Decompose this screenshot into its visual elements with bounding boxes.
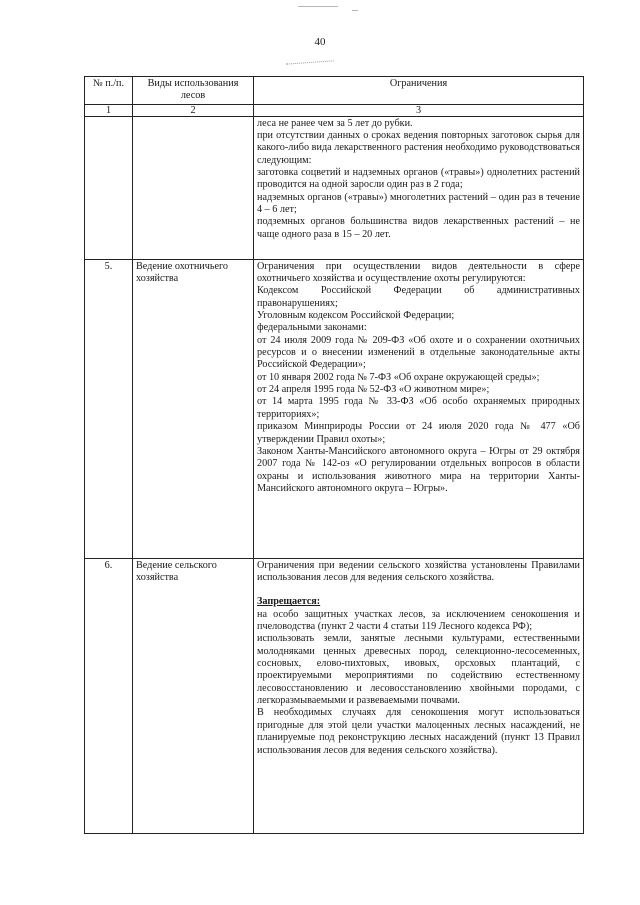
restrictions-cell	[254, 259, 584, 558]
prohibited-heading: Запрещается:	[257, 596, 321, 608]
table-row	[85, 558, 584, 833]
restriction-line: от 24 июля 2009 года № 209-ФЗ «Об охоте и о сохранении охотничьих ресурсов и о внесении изменений в отдельные законодательные акты Российской Федерации»;	[257, 334, 580, 371]
header-restrictions: Ограничения	[254, 77, 584, 105]
usage-type: Ведение охотничьего хозяйства	[133, 259, 254, 558]
page-number: 40	[314, 36, 326, 48]
scan-mark	[286, 60, 334, 70]
table-row	[85, 259, 584, 558]
restriction-line: подземных органов большинства видов лекарственных растений – не чаще одного раза в 15 – 20 лет.	[257, 216, 580, 240]
column-index-row	[85, 104, 584, 116]
row-num: 5.	[85, 259, 133, 558]
restrictions-cell	[254, 116, 584, 259]
row-num: 6.	[85, 558, 133, 833]
restriction-line: Ограничения при осуществлении видов деятельности в сфере охотничьего хозяйства и осуществление охоты регулируются:	[257, 260, 580, 285]
restriction-line: приказом Минприроды России от 24 июля 2020 года № 477 «Об утверждении Правил охоты»;	[257, 421, 580, 445]
restriction-line: использовать земли, занятые лесными культурами, естественными молодняками ценных древесных пород, селекционно-лесосеменных, сосновых, елово-пихтовых, ивовых, орсховых плантаций, с проектируемыми мероприятиями по содействию естественному лесовосстановлению и лесовосстановлению хвойными породами, с легкоразмываемыми и развеваемыми почвами.	[257, 633, 580, 707]
restriction-line: В необходимых случаях для сенокошения могут использоваться пригодные для этой цели участки малоценных лесных насаждений, не планируемые под реконструкцию лесных насаждений (пункт 13 Правил использования лесов для ведения сельского хозяйства).	[257, 707, 580, 756]
restriction-line: при отсутствии данных о сроках ведения повторных заготовок сырья для какого-либо вида лекарственного растения необходимо руководствоваться следующим:	[257, 130, 580, 166]
table-row	[85, 116, 584, 259]
column-index: 3	[254, 104, 584, 116]
restriction-line: на особо защитных участках лесов, за исключением сенокошения и пчеловодства (пункт 2 части 4 статьи 119 Лесного кодекса РФ);	[257, 608, 580, 633]
restriction-line: от 24 апреля 1995 года № 52-ФЗ «О животном мире»;	[257, 384, 490, 396]
restriction-intro: Ограничения при ведении сельского хозяйства установлены Правилами использования лесов для ведения сельского хозяйства.	[257, 559, 580, 584]
restrictions-cell	[254, 558, 584, 833]
restriction-line: от 10 января 2002 года № 7-ФЗ «Об охране окружающей среды»;	[257, 371, 540, 383]
restriction-line: леса не ранее чем за 5 лет до рубки.	[257, 117, 413, 129]
header-num: № п./п.	[85, 77, 133, 105]
restriction-line: Законом Ханты-Мансийского автономного округа – Югры от 29 октября 2007 года № 142-оз «О регулировании отдельных вопросов в области охраны и использования животного мира на территории Ханты-Мансийского автономного округа – Югры».	[257, 445, 580, 494]
restriction-line: от 14 марта 1995 года № 33-ФЗ «Об особо охраняемых природных территориях»;	[257, 396, 580, 420]
paragraph-gap	[257, 584, 580, 596]
restriction-line: Кодексом Российской Федерации об административных правонарушениях;	[257, 285, 580, 309]
row-num	[85, 116, 133, 259]
column-index: 1	[85, 104, 133, 116]
usage-type	[133, 116, 254, 259]
restrictions-table	[84, 76, 584, 834]
restriction-line: Уголовным кодексом Российской Федерации;	[257, 310, 455, 322]
column-index: 2	[133, 104, 254, 116]
restriction-line: федеральными законами:	[257, 322, 367, 334]
header-usage-type: Виды использования лесов	[133, 77, 254, 105]
usage-type: Ведение сельского хозяйства	[133, 558, 254, 833]
scan-speck	[298, 6, 338, 7]
scan-speck	[352, 10, 358, 11]
restriction-line: заготовка соцветий и надземных органов («травы») однолетних растений проводится на одной заросли один раз в 2 года;	[257, 167, 580, 191]
restriction-line: надземных органов («травы») многолетних растений – один раз в течение 4 – 6 лет;	[257, 191, 580, 216]
table-header-row	[85, 77, 584, 105]
